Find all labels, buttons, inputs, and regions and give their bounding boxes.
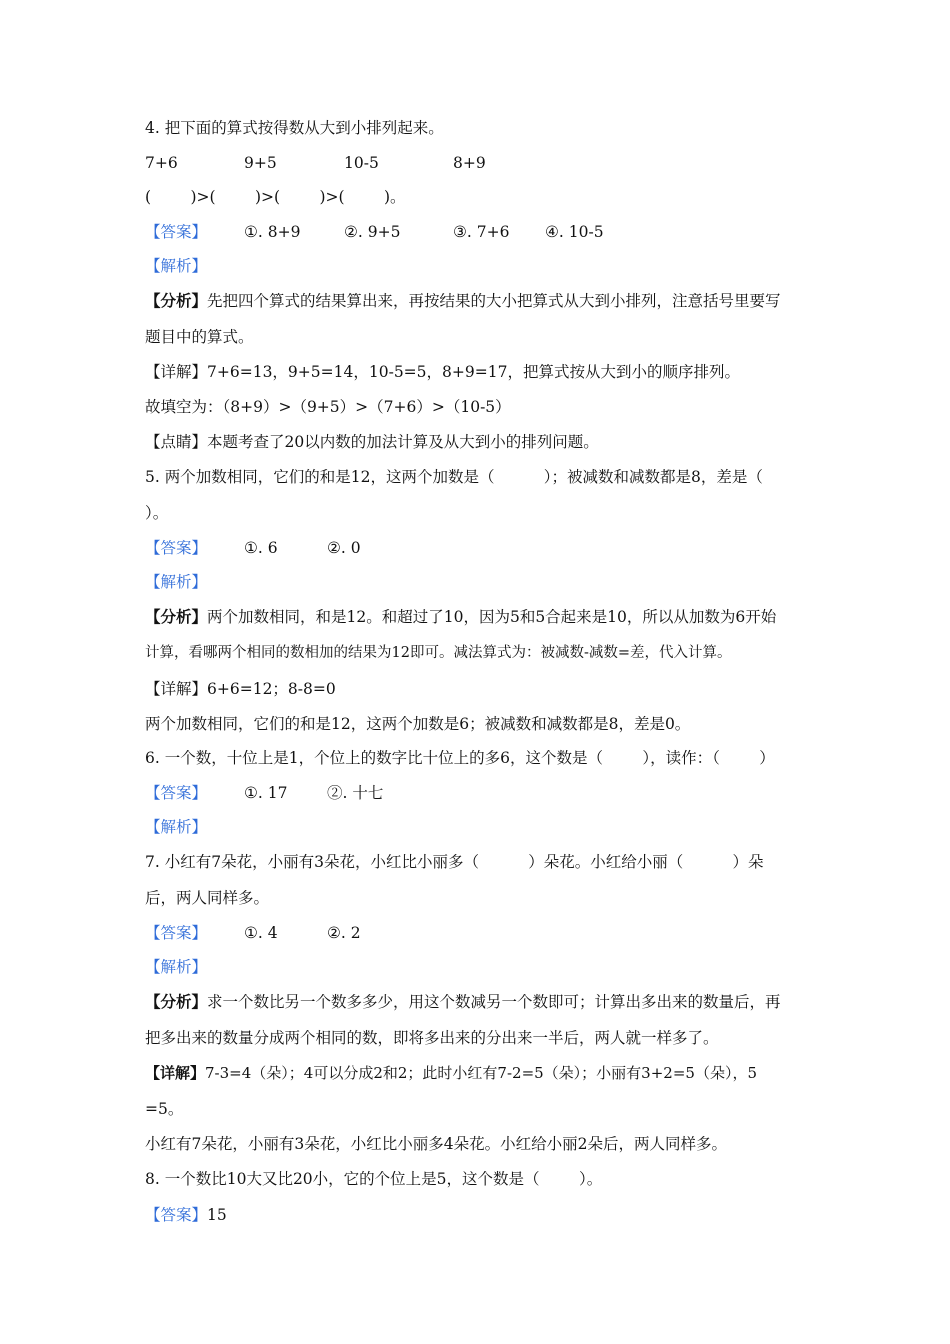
q7-xiangjie-line-1	[145, 1063, 757, 1083]
q4-answer-1: ①. 8+9	[244, 223, 301, 241]
q4-answer	[145, 222, 645, 242]
q4-dianjing-text: 本题考查了20以内数的加法计算及从大到小的排列问题。	[207, 433, 599, 451]
q4-fill-text: 故填空为：（8+9）>（9+5）>（7+6）>（10-5）	[145, 398, 511, 416]
q5-fenxi-text-1: 两个加数相同，和是12。和超过了10，因为5和5合起来是10，所以从加数为6开始	[207, 608, 777, 626]
q4-expression-3: 10-5	[344, 154, 379, 172]
xiangjie-label: 【详解】	[145, 1064, 206, 1082]
answer-label: 【答案】	[145, 924, 208, 942]
fenxi-label: 【分析】	[145, 992, 208, 1011]
q5-answer	[145, 538, 545, 558]
fenxi-label: 【分析】	[145, 607, 208, 626]
question-5-line-2: ）。	[145, 504, 169, 522]
question-8: 8. 一个数比10大又比20小，它的个位上是5，这个数是（ ）。	[145, 1170, 603, 1188]
q4-expression-1: 7+6	[145, 154, 178, 172]
q8-answer	[145, 1205, 227, 1225]
dianjing-label: 【点睛】	[145, 433, 208, 451]
q4-xiangjie	[145, 362, 740, 382]
q4-dianjing	[145, 432, 599, 452]
q4-answer-2: ②. 9+5	[344, 223, 401, 241]
answer-label: 【答案】	[145, 784, 208, 802]
q7-xiangjie-line-2: =5。	[145, 1100, 184, 1118]
xiangjie-label: 【详解】	[145, 680, 208, 698]
q5-answer-1: ①. 6	[244, 539, 278, 557]
q5-fenxi-line-2: 计算，看哪两个相同的数相加的结果为12即可。减法算式为：被减数-减数=差，代入计算。	[145, 645, 732, 661]
q4-answer-3: ③. 7+6	[453, 223, 510, 241]
question-6: 6. 一个数，十位上是1，个位上的数字比十位上的多6，这个数是（ ），读作：（ ）	[145, 749, 775, 767]
q7-answer-2: ②. 2	[327, 924, 361, 942]
q7-summary: 小红有7朵花，小丽有3朵花，小红比小丽多4朵花。小红给小丽2朵后，两人同样多。	[145, 1135, 727, 1153]
q7-fenxi-text-1: 求一个数比另一个数多多少，用这个数减另一个数即可；计算出多出来的数量后，再	[207, 993, 781, 1011]
q4-fenxi-text-1: 先把四个算式的结果算出来，再按结果的大小把算式从大到小排列，注意括号里要写	[207, 292, 781, 310]
q4-blank-line: ( )>( )>( )>( )。	[145, 188, 406, 206]
q5-summary: 两个加数相同，它们的和是12，这两个加数是6；被减数和减数都是8，差是0。	[145, 715, 691, 733]
question-7-line-1: 7. 小红有7朵花，小丽有3朵花，小红比小丽多（ ）朵花。小红给小丽（ ）朵	[145, 853, 764, 871]
q7-analysis-label: 【解析】	[145, 958, 208, 976]
q6-answer	[145, 783, 545, 803]
q6-analysis-label: 【解析】	[145, 818, 208, 836]
question-7-line-2: 后，两人同样多。	[145, 889, 270, 907]
q4-answer-4: ④. 10-5	[545, 223, 604, 241]
q7-answer	[145, 923, 545, 943]
q7-xiangjie-text-1: 7-3=4（朵）；4可以分成2和2；此时小红有7-2=5（朵）；小丽有3+2=5（朵），5	[205, 1064, 757, 1082]
answer-label: 【答案】	[145, 539, 208, 557]
q5-analysis-label: 【解析】	[145, 573, 208, 591]
q7-fenxi-line-1	[145, 992, 781, 1012]
q6-answer-1: ①. 17	[244, 784, 288, 802]
fenxi-label: 【分析】	[145, 291, 208, 310]
q7-fenxi-line-2: 把多出来的数量分成两个相同的数，即将多出来的分出来一半后，两人就一样多了。	[145, 1029, 719, 1047]
q4-fenxi-line-1	[145, 291, 781, 311]
q4-expression-4: 8+9	[453, 154, 486, 172]
q5-fenxi-line-1	[145, 607, 776, 627]
q4-fenxi-line-2: 题目中的算式。	[145, 328, 254, 346]
question-4: 4. 把下面的算式按得数从大到小排列起来。	[145, 119, 444, 137]
q7-answer-1: ①. 4	[244, 924, 278, 942]
xiangjie-label: 【详解】	[145, 363, 208, 381]
question-5-line-1: 5. 两个加数相同，它们的和是12，这两个加数是（ ）；被减数和减数都是8，差是（	[145, 468, 763, 486]
q4-expression-2: 9+5	[244, 154, 277, 172]
q4-xiangjie-text: 7+6=13，9+5=14，10-5=5，8+9=17，把算式按从大到小的顺序排列。	[207, 363, 740, 381]
q5-answer-2: ②. 0	[327, 539, 361, 557]
q8-answer-value: 15	[207, 1206, 227, 1224]
answer-label: 【答案】	[145, 223, 208, 241]
answer-label: 【答案】	[145, 1206, 208, 1224]
q5-xiangjie	[145, 679, 336, 699]
q5-xiangjie-text: 6+6=12；8-8=0	[207, 680, 336, 698]
q6-answer-2: ②. 十七	[327, 784, 384, 802]
q4-expressions	[145, 153, 545, 173]
q4-analysis-label: 【解析】	[145, 257, 208, 275]
